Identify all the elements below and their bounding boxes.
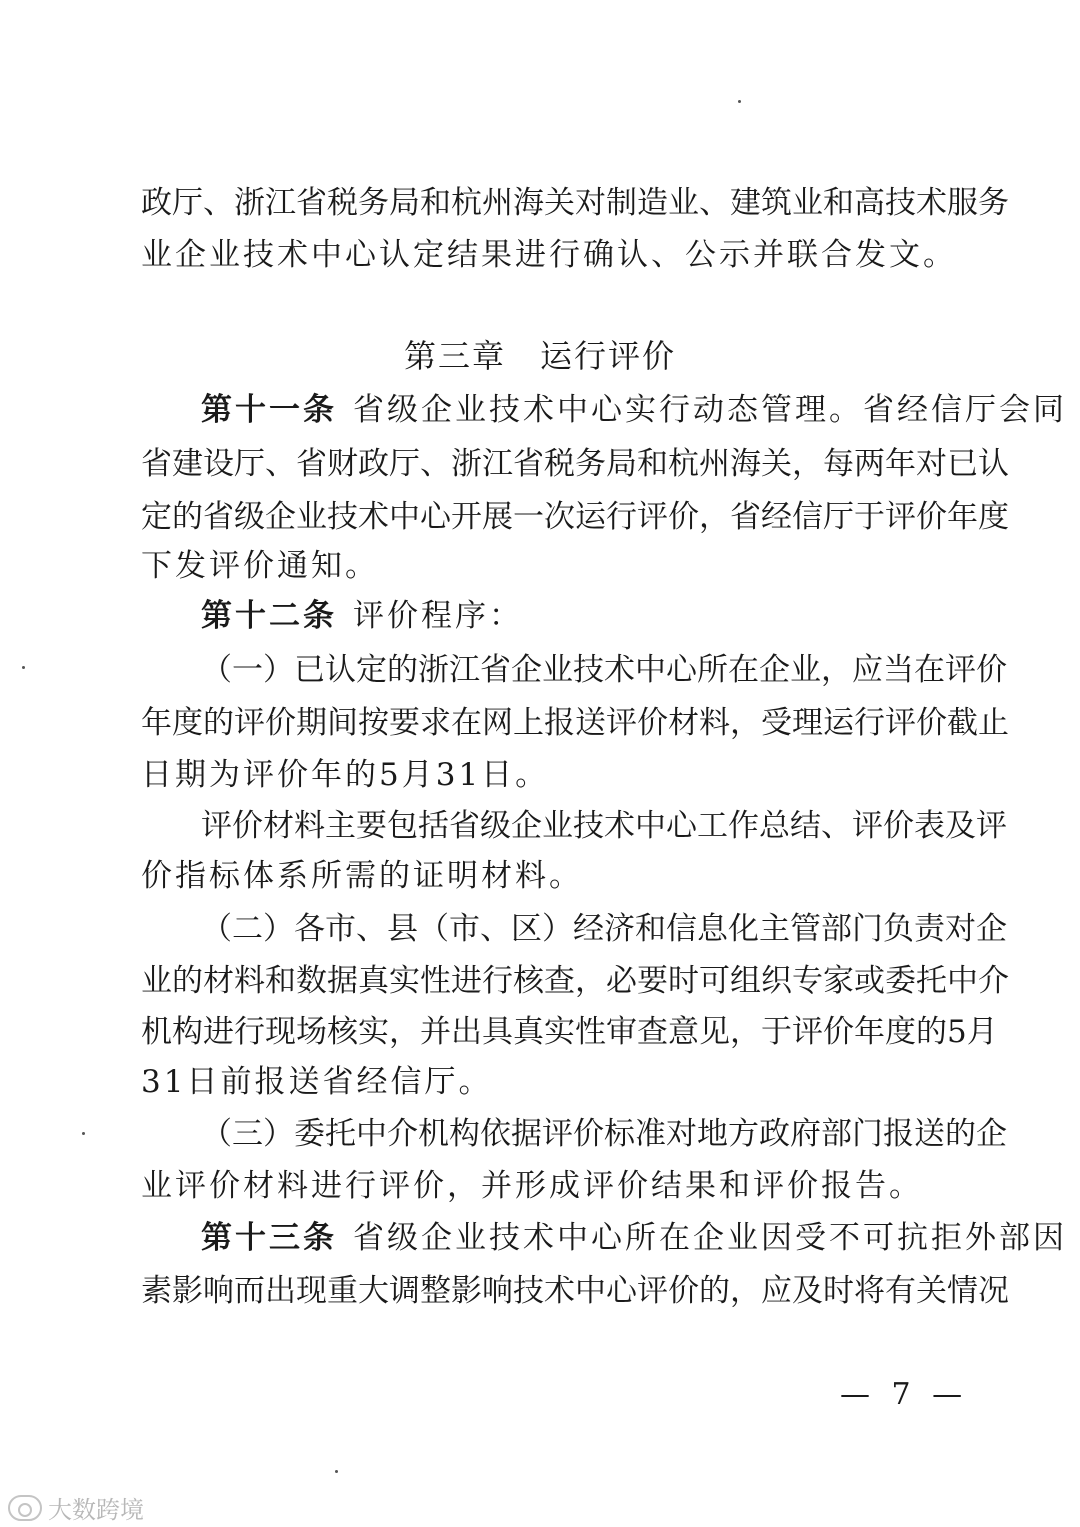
body-line: 日期为评价年的5月31日。 (141, 757, 550, 793)
watermark-logo-icon (8, 1495, 42, 1521)
watermark (8, 1490, 144, 1525)
body-line: 定的省级企业技术中心开展一次运行评价，省经信厅于评价年度 (141, 499, 1009, 535)
body-line: 评价程序： (353, 598, 523, 634)
scan-speck (22, 666, 25, 669)
article-11-first-line (201, 390, 1067, 430)
body-line: 机构进行现场核实，并出具真实性审查意见，于评价年度的5月 (141, 1014, 998, 1050)
article-label: 第十一条 (201, 392, 337, 428)
chapter-heading: 第三章 运行评价 (403, 337, 676, 375)
page-number: — 7 — (840, 1377, 969, 1412)
body-line: 政厅、浙江省税务局和杭州海关对制造业、建筑业和高技术服务 (141, 185, 1009, 221)
body-line: 年度的评价期间按要求在网上报送评价材料，受理运行评价截止 (141, 705, 1009, 741)
body-line: 业的材料和数据真实性进行核查，必要时可组织专家或委托中介 (141, 963, 1009, 999)
body-line: （一）已认定的浙江省企业技术中心所在企业，应当在评价 (201, 652, 1007, 688)
scan-speck (335, 1470, 338, 1473)
body-line: 下发评价通知。 (141, 548, 379, 584)
body-line: 31日前报送省经信厅。 (141, 1064, 493, 1100)
body-line: 评价材料主要包括省级企业技术中心工作总结、评价表及评 (201, 808, 1007, 844)
scan-speck (738, 100, 741, 103)
scan-speck (82, 1132, 85, 1135)
body-line: 省级企业技术中心实行动态管理。省经信厅会同 (353, 392, 1067, 428)
body-line: 业评价材料进行评价，并形成评价结果和评价报告。 (141, 1168, 923, 1204)
body-line: （三）委托中介机构依据评价标准对地方政府部门报送的企 (201, 1116, 1007, 1152)
body-line: 素影响而出现重大调整影响技术中心评价的，应及时将有关情况 (141, 1273, 1009, 1309)
body-line: 省建设厅、省财政厅、浙江省税务局和杭州海关，每两年对已认 (141, 446, 1009, 482)
article-12-first-line (201, 596, 523, 636)
article-label: 第十二条 (201, 598, 337, 634)
article-label: 第十三条 (201, 1220, 337, 1256)
watermark-text: 大数跨境 (48, 1496, 144, 1524)
article-13-first-line (201, 1218, 1067, 1258)
body-line: 价指标体系所需的证明材料。 (141, 858, 583, 894)
body-line: 省级企业技术中心所在企业因受不可抗拒外部因 (353, 1220, 1067, 1256)
body-line: 业企业技术中心认定结果进行确认、公示并联合发文。 (141, 237, 957, 273)
body-line: （二）各市、县（市、区）经济和信息化主管部门负责对企 (201, 911, 1007, 947)
